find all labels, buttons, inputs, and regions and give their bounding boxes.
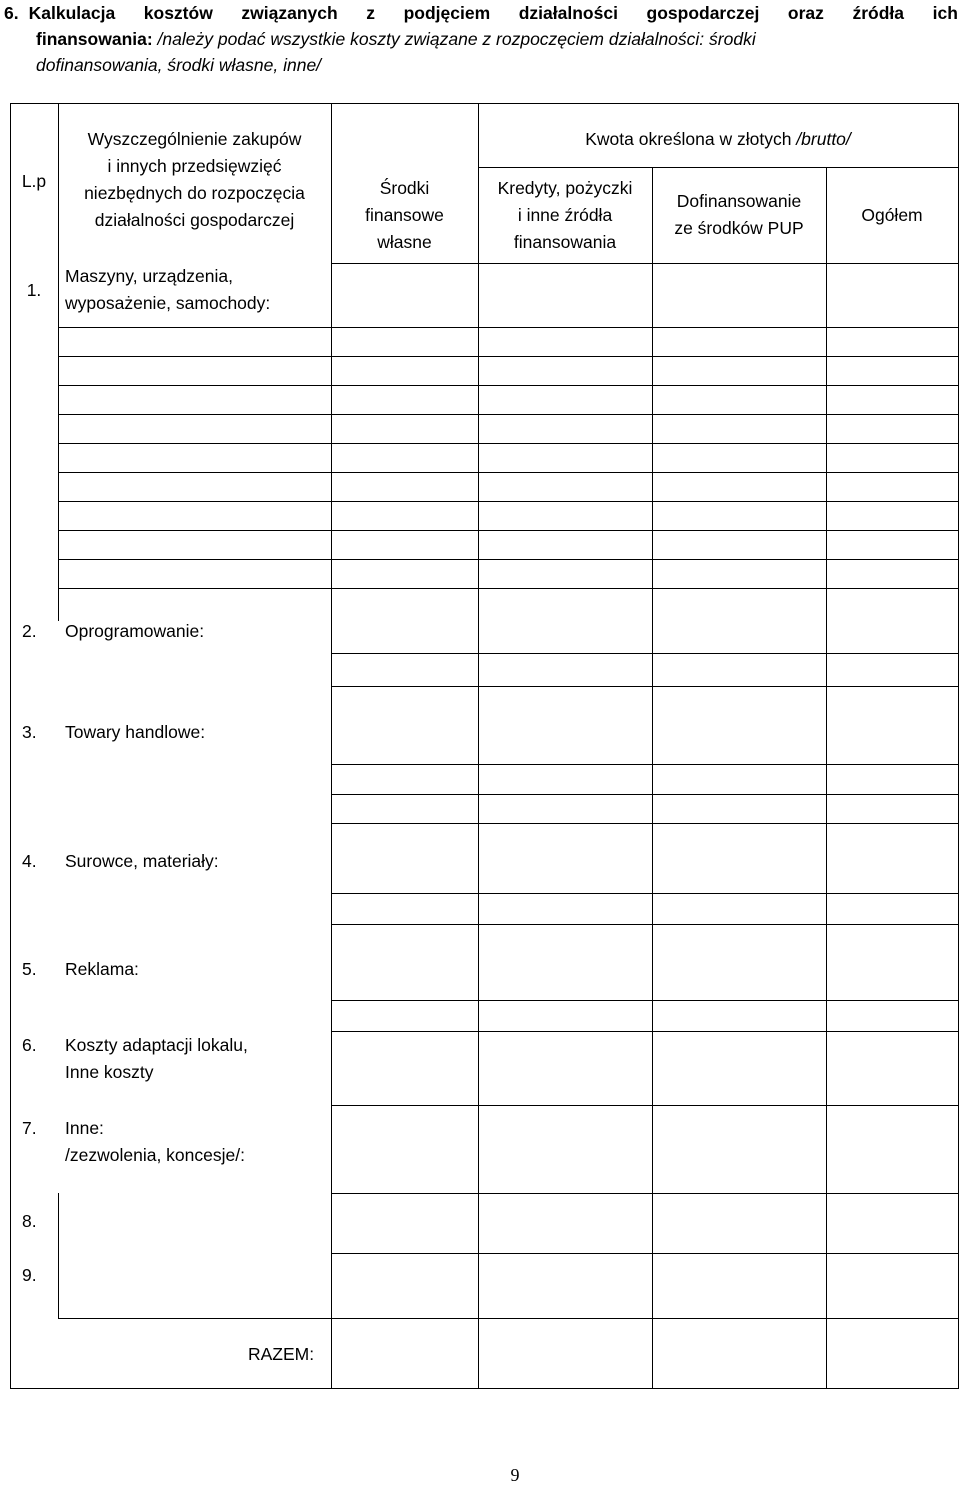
- own-funds-header-line: finansowe: [365, 205, 444, 225]
- heading-word: oraz: [787, 3, 824, 23]
- loans-header-line: i inne źródła: [517, 205, 613, 225]
- description-header-line: działalności gospodarczej: [94, 210, 295, 230]
- row-line: [331, 653, 958, 654]
- description-header-line: Wyszczególnienie zakupów: [87, 129, 302, 149]
- section-number: 6.: [4, 3, 19, 23]
- row-line: [331, 794, 958, 795]
- description-header-line: i innych przedsięwzięć: [107, 156, 282, 176]
- row-line: [58, 559, 958, 560]
- section-heading: [4, 0, 958, 78]
- row-number: 7.: [22, 1118, 37, 1138]
- row-line: [331, 1253, 958, 1254]
- row-line: [58, 356, 958, 357]
- row-label: [65, 1032, 330, 1086]
- amount-header-text: Kwota określona w złotych: [585, 129, 797, 149]
- row-line: [331, 924, 958, 925]
- row-number: 6.: [22, 1035, 37, 1055]
- row-line: [58, 472, 958, 473]
- row-label-line: Koszty adaptacji lokalu,: [65, 1035, 248, 1055]
- heading-word: kosztów: [143, 3, 213, 23]
- description-header-line: niezbędnych do rozpoczęcia: [84, 183, 305, 203]
- description-header: [58, 126, 331, 234]
- row-label: Towary handlowe:: [65, 722, 206, 742]
- row-line: [331, 893, 958, 894]
- heading-line-3: [4, 52, 958, 78]
- lp-column-divider: [58, 1193, 59, 1319]
- row-label-line: Maszyny, urządzenia,: [65, 266, 233, 286]
- own-funds-header-line: własne: [377, 232, 432, 252]
- pup-header-line: Dofinansowanie: [676, 191, 802, 211]
- amount-header: [478, 126, 958, 153]
- heading-word: gospodarczej: [646, 3, 760, 23]
- row-label: [65, 263, 330, 317]
- loans-header-line: finansowania: [513, 232, 617, 252]
- loans-column-divider: [652, 167, 653, 1389]
- row-line: [58, 443, 958, 444]
- heading-word: z: [366, 3, 376, 23]
- row-number: 2.: [22, 621, 37, 641]
- heading-word: ich: [932, 3, 958, 23]
- own-funds-column-divider: [478, 103, 479, 1389]
- pup-column-divider: [826, 167, 827, 1389]
- row-label: Oprogramowanie:: [65, 621, 205, 641]
- row-number: 3.: [22, 722, 37, 742]
- total-header: Ogółem: [861, 205, 923, 225]
- row-line: [58, 588, 958, 589]
- row-line: [331, 823, 958, 824]
- amount-header-unit: /brutto/: [796, 129, 851, 149]
- heading-italic-text: /należy podać wszystkie koszty związane z rozpoczęciem działalności: środki: [152, 29, 756, 49]
- table-top-border: [10, 103, 958, 104]
- pup-header: [652, 188, 826, 242]
- row-number: 5.: [22, 959, 37, 979]
- row-number: 8.: [22, 1211, 37, 1231]
- row-number: 9.: [22, 1265, 37, 1285]
- row-line: [331, 1000, 958, 1001]
- row-label-line: /zezwolenia, koncesje/:: [65, 1145, 245, 1165]
- row-line: [58, 414, 958, 415]
- row-label-line: Inne koszty: [65, 1062, 154, 1082]
- heading-bold-text: finansowania:: [36, 29, 153, 49]
- row-number: 1.: [26, 280, 42, 300]
- row-label: Reklama:: [65, 959, 139, 979]
- own-funds-header-line: Środki: [379, 178, 430, 198]
- loans-header: [478, 175, 652, 256]
- heading-line-2: [4, 26, 958, 52]
- row-line: [331, 1105, 958, 1106]
- lp-header: L.p: [21, 171, 47, 191]
- row-label: [65, 1115, 330, 1169]
- total-row-label: RAZEM:: [248, 1344, 315, 1364]
- row-label-line: Inne:: [65, 1118, 104, 1138]
- pup-header-line: ze środków PUP: [674, 218, 804, 238]
- heading-line-1: [4, 0, 958, 26]
- heading-word: Kalkulacja: [28, 3, 116, 23]
- row-line: [331, 1193, 958, 1194]
- table-right-border: [958, 103, 959, 1389]
- row-line: [58, 501, 958, 502]
- header-bottom-border: [331, 263, 958, 264]
- page-number: 9: [510, 1465, 520, 1485]
- description-column-divider: [331, 103, 332, 1389]
- amount-header-divider: [478, 167, 958, 168]
- heading-word: podjęciem: [403, 3, 491, 23]
- row-line: [331, 686, 958, 687]
- row-label-line: wyposażenie, samochody:: [65, 293, 271, 313]
- row-line: [58, 327, 958, 328]
- row-line: [58, 530, 958, 531]
- table-bottom-border: [10, 1388, 958, 1389]
- loans-header-line: Kredyty, pożyczki: [497, 178, 633, 198]
- row-label: Surowce, materiały:: [65, 851, 219, 871]
- row-line: [58, 1318, 958, 1319]
- heading-word: źródła: [852, 3, 905, 23]
- row-line: [331, 1031, 958, 1032]
- heading-word: związanych: [241, 3, 338, 23]
- row-line: [58, 385, 958, 386]
- heading-italic-text-2: dofinansowania, środki własne, inne/: [36, 55, 322, 75]
- heading-word: działalności: [518, 3, 618, 23]
- row-number: 4.: [22, 851, 37, 871]
- own-funds-header: [331, 175, 478, 256]
- row-line: [331, 764, 958, 765]
